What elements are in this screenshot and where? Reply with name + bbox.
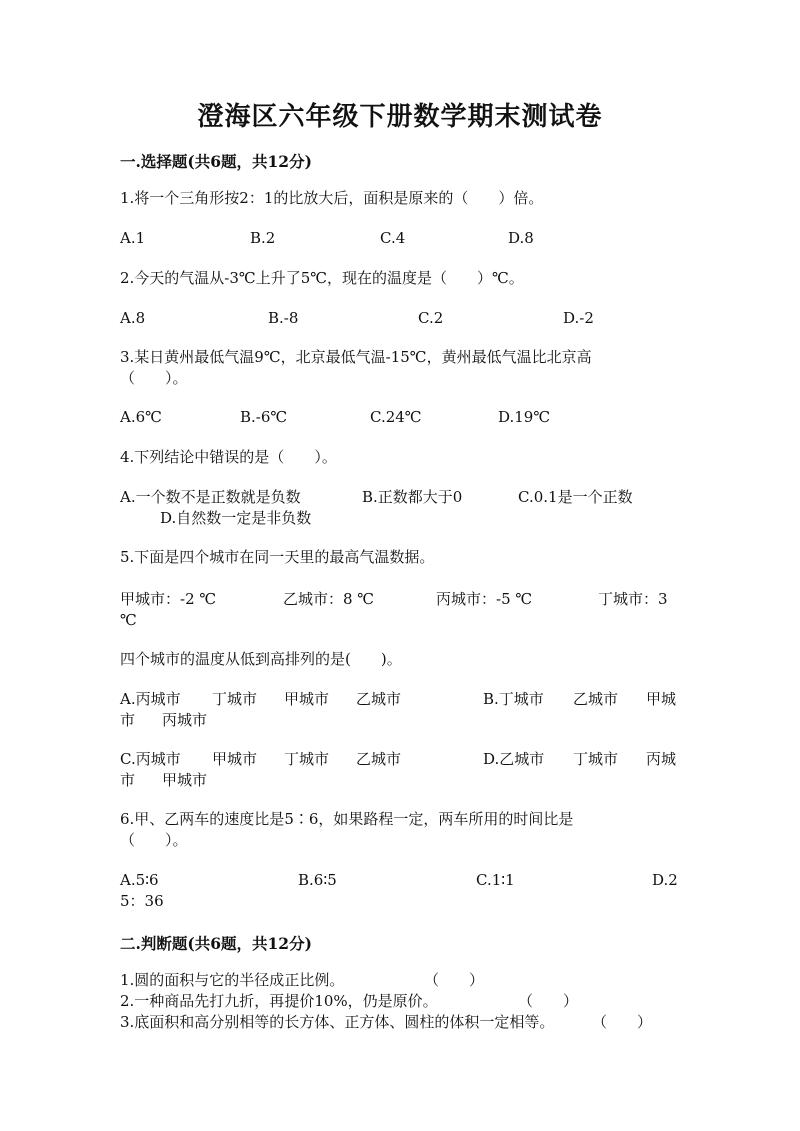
q5-city-ding: 丁城市：3 [598,590,668,608]
q6-option-d-wrap: 5：36 [120,892,164,910]
q5-city-yi: 乙城市：8 ℃ [283,590,375,608]
q1-option-d: D.8 [508,229,534,247]
question-2: 2.今天的气温从-3℃上升了5℃，现在的温度是（ ）℃。 [120,269,524,287]
q2-option-c: C.2 [418,309,444,327]
judgement-2-blank: （ ） [518,992,579,1010]
q5-option-c-2: 甲城市 [212,750,258,768]
question-3-cont: （ ）。 [120,369,188,387]
q5-city-ding-unit: ℃ [120,611,137,629]
q5-option-b-wrap-1: 市 [120,711,136,729]
judgement-1-blank: （ ） [424,971,485,989]
q6-option-a: A.5∶6 [120,871,159,889]
q5-option-b-3: 甲城 [646,690,677,708]
q5-option-a-3: 甲城市 [284,690,330,708]
q5-option-a-2: 丁城市 [212,690,258,708]
judgement-3-blank: （ ） [592,1013,653,1031]
page-title: 澄海区六年级下册数学期末测试卷 [197,102,603,132]
q2-option-d: D.-2 [563,309,594,327]
q5-option-d-wrap-2: 甲城市 [162,771,208,789]
q5-option-a-1: A.丙城市 [120,690,181,708]
q5-option-b-1: B.丁城市 [483,690,544,708]
q5-option-d-1: D.乙城市 [483,750,545,768]
q4-option-d: D.自然数一定是非负数 [160,509,312,527]
q3-option-b: B.-6℃ [240,408,288,426]
q1-option-b: B.2 [250,229,276,247]
question-5: 5.下面是四个城市在同一天里的最高气温数据。 [120,548,435,566]
judgement-1: 1.圆的面积与它的半径成正比例。 [120,971,345,989]
judgement-2: 2.一种商品先打九折，再提价10%，仍是原价。 [120,992,438,1010]
question-1: 1.将一个三角形按2：1的比放大后，面积是原来的（ ）倍。 [120,189,544,207]
section-heading-judgement: 二.判断题(共6题，共12分) [120,934,312,953]
q5-option-c-3: 丁城市 [284,750,330,768]
q3-option-a: A.6℃ [120,408,162,426]
question-4: 4.下列结论中错误的是（ ）。 [120,448,337,466]
q3-option-d: D.19℃ [498,408,551,426]
q5-option-b-2: 乙城市 [573,690,619,708]
q6-option-c: C.1∶1 [476,871,515,889]
q6-option-d: D.2 [652,871,678,889]
q4-option-c: C.0.1是一个正数 [518,488,633,506]
q5-city-jia: 甲城市：-2 ℃ [120,590,217,608]
q5-option-d-3: 丙城 [646,750,677,768]
q6-option-b: B.6∶5 [298,871,337,889]
q5-city-bing: 丙城市：-5 ℃ [436,590,533,608]
q2-option-a: A.8 [120,309,146,327]
q4-option-a: A.一个数不是正数就是负数 [120,488,301,506]
section-heading-choice: 一.选择题(共6题，共12分) [120,152,312,171]
q4-option-b: B.正数都大于0 [362,488,463,506]
q5-option-d-2: 丁城市 [573,750,619,768]
q3-option-c: C.24℃ [370,408,422,426]
judgement-3: 3.底面积和高分别相等的长方体、正方体、圆柱的体积一定相等。 [120,1013,555,1031]
q1-option-a: A.1 [120,229,146,247]
question-6-cont: （ ）。 [120,831,188,849]
question-6: 6.甲、乙两车的速度比是5∶6，如果路程一定，两车所用的时间比是 [120,810,574,828]
q5-prompt: 四个城市的温度从低到高排列的是( )。 [120,650,402,668]
q5-option-c-1: C.丙城市 [120,750,181,768]
question-3: 3.某日黄州最低气温9℃，北京最低气温-15℃，黄州最低气温比北京高 [120,348,592,366]
q2-option-b: B.-8 [268,309,299,327]
q5-option-a-4: 乙城市 [356,690,402,708]
q5-option-b-wrap-2: 丙城市 [162,711,208,729]
q5-option-c-4: 乙城市 [356,750,402,768]
q1-option-c: C.4 [380,229,406,247]
q5-option-d-wrap-1: 市 [120,771,136,789]
